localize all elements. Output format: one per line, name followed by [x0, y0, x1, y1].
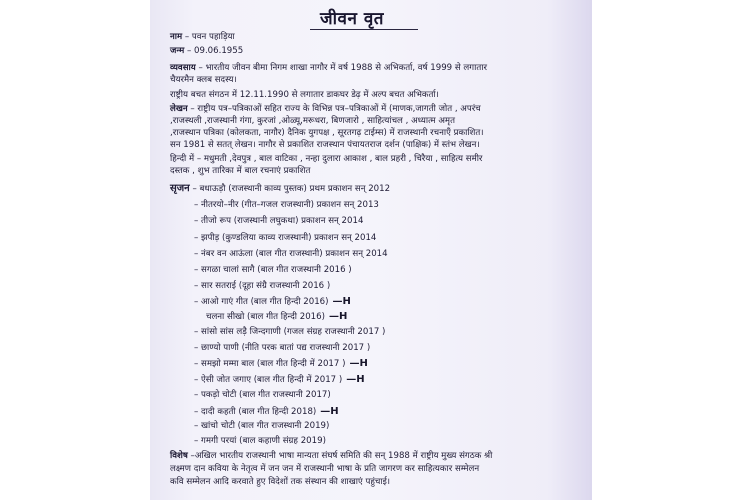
creation-item: – बधाऊड़ौ (राजस्थानी काव्य पुस्तक) प्रथम प्रकाशन सन् 2012: [189, 184, 391, 194]
writing-line: ,राजस्थली ,राजस्थानी गंगा, कुरजां ,ओळ्यू,मरूधरा, बिणजारो , साहित्यांचल , अध्यात्म अमृत: [170, 116, 455, 126]
dob-value: – 09.06.1955: [184, 46, 244, 56]
writing-line: ,राजस्थान पत्रिका (कोलकता, नागौर) दैनिक युगपक्ष , सूरतगढ़ टाईम्स) में राजस्थानी रचनाएँ प्रकाशित।: [170, 128, 484, 138]
creation-item: – ऐसी जोत जगाए (बाल गीत हिन्दी में 2017 ): [194, 375, 343, 385]
handwritten-mark: —H: [346, 374, 365, 385]
creation-item: – सार सतराई (दूहा संग्रै राजस्थानी 2016 ): [194, 281, 331, 291]
creation-item: – गमगी परयां (बाल कहाणी संग्रह 2019): [194, 436, 326, 446]
creation-item: – झपीड़ (कुण्डलिया काव्य राजस्थानी) प्रकाशन सन् 2014: [194, 233, 377, 243]
creation-item: – दादी कहती (बाल गीत हिन्दी 2018): [194, 407, 317, 417]
document-page: [150, 0, 592, 500]
handwritten-mark: —H: [332, 296, 351, 307]
savings-line: राष्ट्रीय बचत संगठन में 12.11.1990 से लगातार डाकघर डेढ़ में अल्प बचत अभिकर्ता।: [170, 90, 439, 100]
creation-label: सृजन: [170, 183, 190, 194]
creation-item: – पकड़ो चोटी (बाल गीत राजस्थानी 2017): [194, 390, 331, 400]
occupation-row: [170, 63, 487, 74]
creation-item: चलना सीखो (बाल गीत हिन्दी 2016): [206, 312, 325, 322]
dob-label: जन्म: [170, 46, 185, 56]
creation-item: – सांसो सांस लड़ै जिन्दगाणी (गजल संग्रह राजस्थानी 2017 ): [194, 327, 386, 337]
dob-row: [170, 46, 243, 57]
creation-item: – खांचो चोटी (बाल गीत राजस्थानी 2019): [194, 421, 330, 431]
writing-label: लेखन: [170, 104, 188, 114]
special-line: –अखिल भारतीय राजस्थानी भाषा मान्यता संघर्ष समिति की सन् 1988 में राष्ट्रीय मुख्य संगठक श्री: [187, 451, 493, 461]
creation-item: – आओ गाएं गीत (बाल गीत हिन्दी 2016): [194, 297, 329, 307]
writing-line: हिन्दी में – मधुमती ,देवपुत्र , बाल वाटिका , नन्हा दुलारा आकाश , बाल प्रहरी , चिरैया , साहित्य समीर: [170, 154, 483, 164]
creation-item-row: [194, 296, 351, 308]
creation-item-row: [194, 374, 365, 386]
handwritten-mark: —H: [328, 311, 348, 322]
creation-item: – तीजो रूप (राजस्थानी लघुकथा) प्रकाशन सन् 2014: [194, 216, 364, 226]
special-line: कवि सम्मेलन आदि करवाते हुए विदेशों तक संस्थान की शाखाएं पहुंचाई।: [170, 477, 391, 487]
creation-item: – सगळा चालां सागै (बाल गीत राजस्थानी 2016 ): [194, 265, 352, 275]
name-label: नाम: [170, 32, 183, 42]
creation-item-row: [206, 311, 347, 323]
creation-item: – नीतरयो–नीर (गीत–गजल राजस्थानी) प्रकाशन सन् 2013: [194, 200, 379, 210]
occupation-line: चैयरमैन क्लब सदस्य।: [170, 75, 237, 85]
creation-item: – नंबर वन आऊंला (बाल गीत राजस्थानी) प्रकाशन सन् 2014: [194, 249, 388, 259]
document-title: जीवन वृत: [320, 9, 384, 29]
occupation-label: व्यवसाय: [170, 63, 196, 73]
handwritten-mark: —H: [349, 358, 368, 369]
name-row: [170, 32, 235, 43]
name-value: – पवन पहाड़िया: [182, 32, 235, 42]
writing-row: [170, 104, 481, 115]
writing-line: सन 1981 से सतत् लेखन। नागौर से प्रकाशित राजस्थान पंचायतराज दर्शन (पाक्षिक) में स्तंभ लेखन।: [170, 140, 480, 150]
creation-item-row: [194, 406, 339, 418]
creation-row: [170, 183, 390, 195]
writing-line: – राष्ट्रीय पत्र–पत्रिकाओं सहित राज्य के विभिन्न पत्र–पत्रिकाओं में (माणक,जागती जोत , अपरंच: [187, 104, 481, 114]
special-row: [170, 451, 492, 462]
creation-item: – छाण्यो पाणी (नीति परक बातां पद्य राजस्थानी 2017 ): [194, 343, 371, 353]
occupation-line: – भारतीय जीवन बीमा निगम शाखा नागौर में वर्ष 1988 से अभिकर्ता, वर्ष 1999 से लगातार: [195, 63, 487, 73]
writing-line: दस्तक , शुभ तारिका में बाल रचनाएं प्रकाशित: [170, 166, 311, 176]
special-line: लक्ष्मण दान कविया के नेतृत्व में जन जन में राजस्थानी भाषा के प्रति जागरण कर साहित्यकार सम्मेलन: [170, 464, 480, 474]
creation-item-row: [194, 358, 368, 370]
handwritten-mark: —H: [320, 406, 339, 417]
special-label: विशेष: [170, 451, 188, 461]
title-underline: [310, 29, 418, 30]
creation-item: – समझो मम्मा बाल (बाल गीत हिन्दी में 2017 ): [194, 359, 346, 369]
